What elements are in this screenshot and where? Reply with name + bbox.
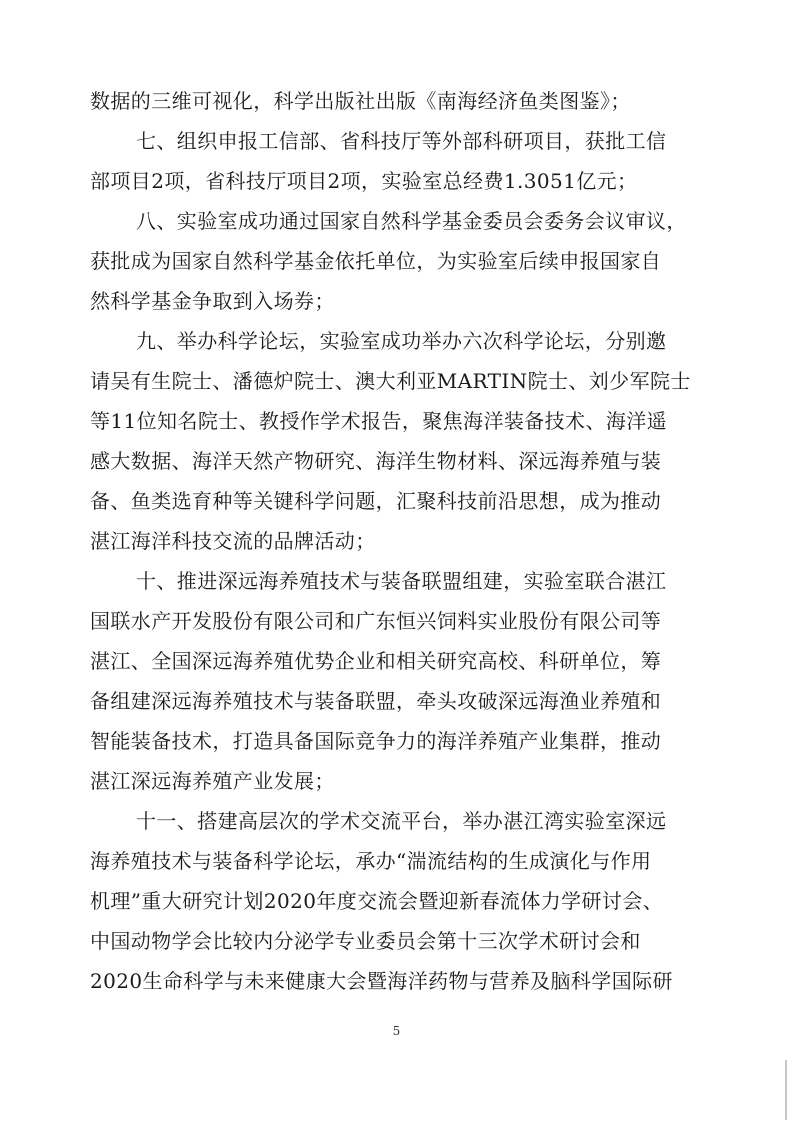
text-line: 八、实验室成功通过国家自然科学基金委员会委务会议审议， bbox=[136, 209, 687, 233]
text-line: 中国动物学会比较内分泌学专业委员会第十三次学术研讨会和 bbox=[90, 929, 641, 953]
text-line: 智能装备技术，打造具备国际竞争力的海洋养殖产业集群，推动 bbox=[90, 729, 662, 753]
text-line: 然科学基金争取到入场券； bbox=[90, 289, 335, 313]
text-line: 等11位知名院士、教授作学术报告，聚焦海洋装备技术、海洋遥 bbox=[90, 409, 668, 433]
text-line: 九、举办科学论坛，实验室成功举办六次科学论坛，分别邀 bbox=[136, 329, 667, 353]
text-line: 湛江深远海养殖产业发展； bbox=[90, 769, 335, 793]
text-line: 湛江、全国深远海养殖优势企业和相关研究高校、科研单位，筹 bbox=[90, 649, 662, 673]
text-line: 十、推进深远海养殖技术与装备联盟组建，实验室联合湛江 bbox=[136, 569, 667, 593]
text-line: 湛江海洋科技交流的品牌活动； bbox=[90, 529, 376, 553]
text-line: 国联水产开发股份有限公司和广东恒兴饲料实业股份有限公司等 bbox=[90, 609, 662, 633]
text-line: 备组建深远海养殖技术与装备联盟，牵头攻破深远海渔业养殖和 bbox=[90, 689, 662, 713]
text-line: 部项目2项，省科技厅项目2项，实验室总经费1.3051亿元； bbox=[90, 169, 638, 193]
text-line: 备、鱼类选育种等关键科学问题，汇聚科技前沿思想，成为推动 bbox=[90, 489, 662, 513]
text-line: 七、组织申报工信部、省科技厅等外部科研项目，获批工信 bbox=[136, 129, 667, 153]
text-line: 数据的三维可视化，科学出版社出版《南海经济鱼类图鉴》； bbox=[90, 89, 631, 113]
text-line: 十一、搭建高层次的学术交流平台，举办湛江湾实验室深远 bbox=[136, 809, 667, 833]
text-line: 机理”重大研究计划2020年度交流会暨迎新春流体力学研讨会、 bbox=[90, 889, 664, 913]
text-line: 海养殖技术与装备科学论坛，承办“湍流结构的生成演化与作用 bbox=[90, 849, 652, 873]
text-line: 获批成为国家自然科学基金依托单位，为实验室后续申报国家自 bbox=[90, 249, 662, 273]
text-line: 2020生命科学与未来健康大会暨海洋药物与营养及脑科学国际研 bbox=[90, 969, 673, 993]
page-number: 5 bbox=[392, 1024, 401, 1038]
text-line: 请吴有生院士、潘德炉院士、澳大利亚MARTIN院士、刘少军院士 bbox=[90, 369, 691, 393]
text-line: 感大数据、海洋天然产物研究、海洋生物材料、深远海养殖与装 bbox=[90, 449, 662, 473]
scan-edge-mark bbox=[785, 1060, 787, 1120]
